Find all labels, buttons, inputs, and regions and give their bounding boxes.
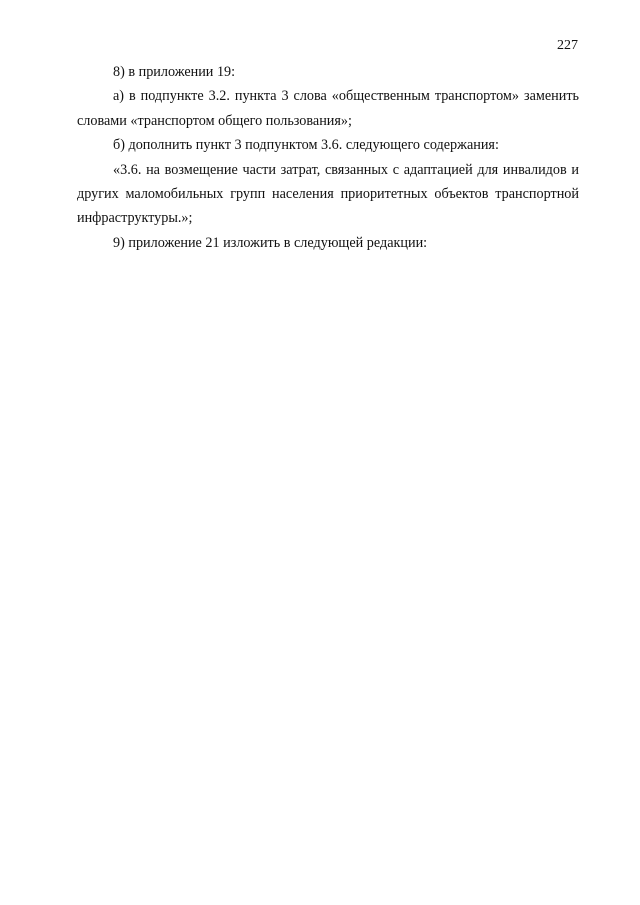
paragraph-subitem-a: а) в подпункте 3.2. пункта 3 слова «общественным транспортом» заменить словами «транспортом общего пользования»; <box>77 88 579 129</box>
paragraph-item-8: 8) в приложении 19: <box>113 64 236 80</box>
document-body <box>77 60 579 255</box>
paragraph-item-9: 9) приложение 21 изложить в следующей редакции: <box>113 234 428 251</box>
paragraph-subitem-b: б) дополнить пункт 3 подпунктом 3.6. следующего содержания: <box>113 137 499 154</box>
quoted-subpoint-3-6: «3.6. на возмещение части затрат, связанных с адаптацией для инвалидов и других маломобильных групп населения приоритетных объектов транспортной инфраструктуры.»; <box>77 161 579 227</box>
page-number: 227 <box>557 38 578 53</box>
